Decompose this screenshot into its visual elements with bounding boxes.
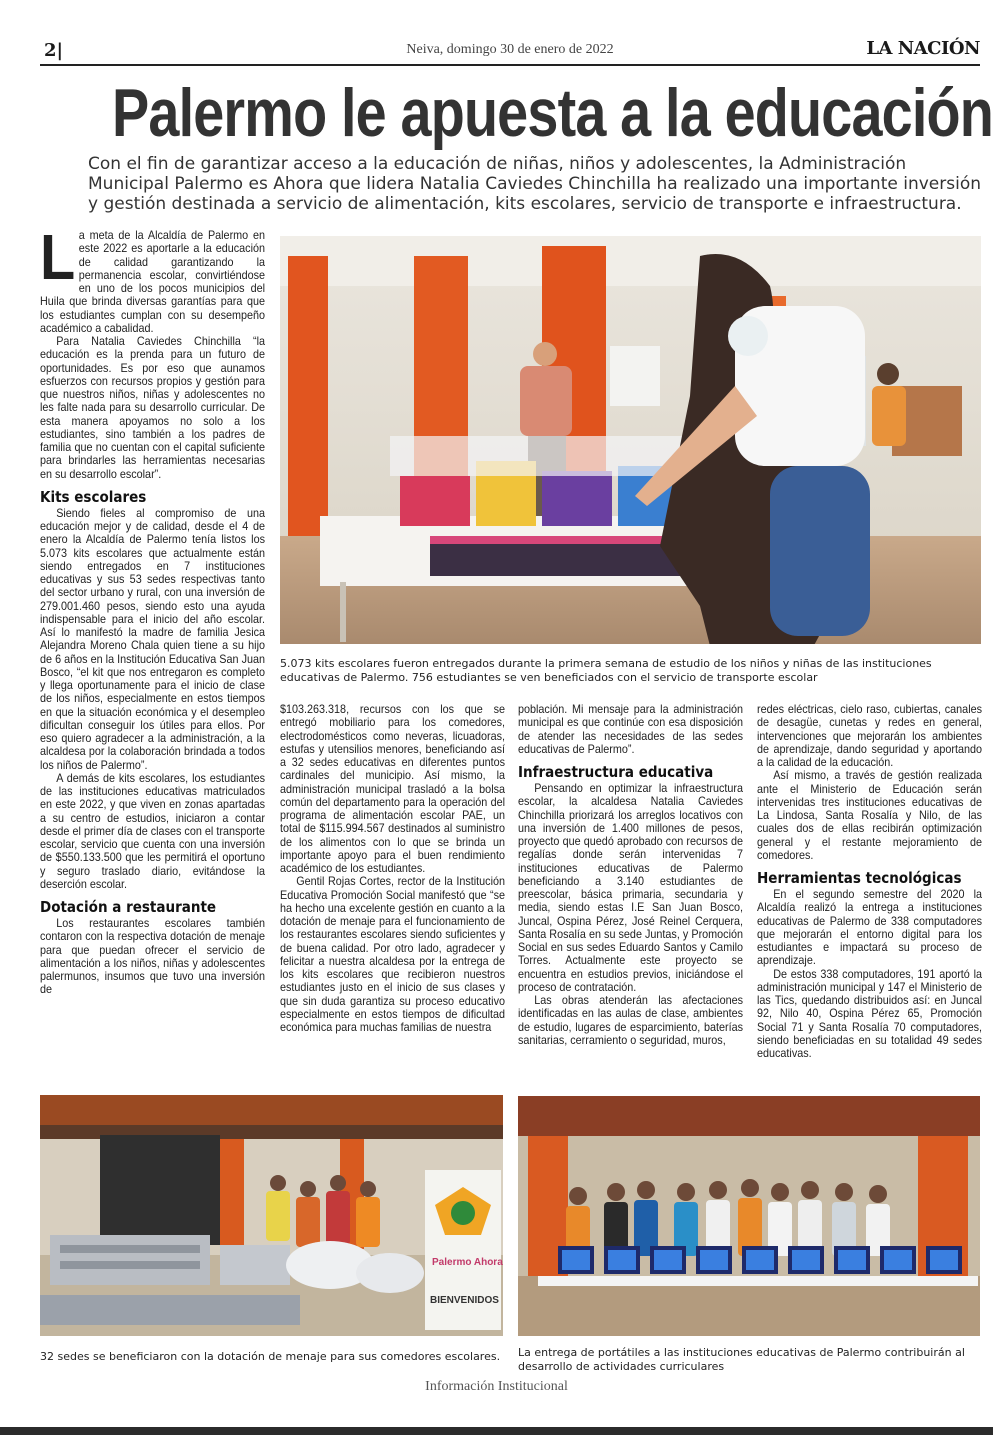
col1-paragraph-5: Los restaurantes escolares también contaron con la respectiva dotación de menaje para que puedan ofrecer el servicio de alimentación a los niños, niñas y adolescentes palermunos, insumos que tuvo una inversión de <box>40 916 265 997</box>
subhead-kits-escolares: Kits escolares <box>40 487 147 506</box>
headline: Palermo le apuesta a la educación <box>112 75 993 151</box>
banner-brand-text: Palermo Ahora <box>432 1257 503 1268</box>
col1-paragraph-3: Siendo fieles al compromiso de una educación mejor y de calidad, desde el 4 de enero la Alcaldía de Palermo tenía listos los 5.073 kits escolares que actualmente están siendo entregados en 7 instituciones educativas y sus 53 sedes respectivas tanto del sector urbano y rural, con una inversión de 279.001.460 pesos, siendo esto una ayuda indispensable para el inicio del año escolar. Así lo manifestó la madre de familia Jesica Alejandra Moreno Chala quien tiene a su hijo de 6 años en la Institución Educativa San Juan Bosco, “el kit que nos entregaron es completo y llega oportunamente para el inicio de clase de los niños, especialmente en estos tiempos en que la situación económica y el desempleo dificultan conseguir los útiles para ellos. Por eso quiero agradecer a la administración, a la alcaldesa por la colaboración brindada a todos los niños de Palermo”. <box>40 505 265 772</box>
article-column-1 <box>40 221 265 997</box>
footer-section-label: Información Institucional <box>425 1379 568 1394</box>
bottom-bar <box>0 1427 993 1435</box>
deck: Con el fin de garantizar acceso a la educación de niñas, niños y adolescentes, la Administración Municipal Palermo es Ahora que lidera Natalia Caviedes Chinchilla ha realizado una importante inversión y gestión destinada a servicio de alimentación, kits escolares, servicio de transporte e infraestructura. <box>88 154 981 214</box>
col2-paragraph-1: $103.263.318, recursos con los que se entregó mobiliario para los comedores, electrodomésticos como neveras, licuadoras, estufas y utensilios menores, beneficiando así a 32 sedes educativas en diferentes puntos cardinales del municipio. Así mismo, la administración municipal trasladó a la bolsa común del departamento para la operación del programa de alimentación escolar PAE, un total de $115.994.567 destinados al suministro de los alimentos con lo que se brinda un importante apoyo para el buen rendimiento académico de los estudiantes. <box>280 702 505 875</box>
col3-paragraph-1: población. Mi mensaje para la administración municipal es que continúe con esa disposición de atender las necesidades de las sedes educativas de Palermo”. <box>518 702 743 756</box>
col4-paragraph-2: Así mismo, a través de gestión realizada ante el Ministerio de Educación serán intervenidas tres instituciones educativas de La Lindosa, Santa Rosalía y Nilo, de las cuales dos de ellas recibirán optimización general y el restante mejoramiento de comedores. <box>757 768 982 862</box>
masthead-logo: LA NACIÓN <box>866 38 980 59</box>
main-photo <box>280 236 981 644</box>
drop-cap: L <box>40 221 76 293</box>
subhead-infraestructura: Infraestructura educativa <box>518 763 714 781</box>
laptops-photo-caption: La entrega de portátiles a las instituciones educativas de Palermo contribuirán al desarrollo de actividades curriculares <box>518 1346 965 1373</box>
issue-date: Neiva, domingo 30 de enero de 2022 <box>406 42 614 57</box>
page-header <box>40 38 980 64</box>
col2-paragraph-2: Gentil Rojas Cortes, rector de la Institución Educativa Promoción Social manifestó que “se ha hecho una excelente gestión en cuanto a la dotación de menaje para el funcionamiento de los restaurantes escolares siendo suficientes y de buena calidad. Por otro lado, agradecer y felicitar a nuestra alcaldesa por la entrega de los kits escolares que recibieron nuestros estudiantes justo en el inicio de sus clases y que sin duda garantiza su proceso educativo especialmente en estos tiempos de dificultad económica para muchas familias de nuestra <box>280 874 505 1034</box>
dining-equipment-photo <box>40 1095 503 1336</box>
article-column-2 <box>280 703 505 1034</box>
article-column-3 <box>518 703 743 1047</box>
main-photo-illustration <box>280 236 981 644</box>
laptops-photo-illustration <box>518 1096 980 1336</box>
col1-paragraph-4: A demás de kits escolares, los estudiantes de las instituciones educativas matriculados en este 2022, y que viven en zonas apartadas a su centro de estudios, iniciaron a contar desde el primer día de clases con el transporte escolar, servicio que cuenta con una inversión de $550.133.500 que les permitirá el oportuno y seguro traslado diario, evitándose la deserción escolar. <box>40 770 265 891</box>
col4-paragraph-3: En el segundo semestre del 2020 la Alcaldía realizó la entrega a instituciones educativas de Palermo de 338 computadores que mejorarán el entorno digital para los estudiantes e impactará su proceso de aprendizaje. <box>757 887 982 968</box>
col4-paragraph-1: redes eléctricas, cielo raso, cubiertas, canales de desagüe, cunetas y redes en general, intervenciones que mejorarán los ambientes de aprendizaje, dando seguridad y aportando a la calidad de la educación. <box>757 702 982 769</box>
col1-paragraph-2: Para Natalia Caviedes Chinchilla “la educación es la prenda para un futuro de oportunidades. Es por eso que aunamos esfuerzos con recursos propios y gestión para que nuestros niños, niñas y adolescentes no les falte nada para su desarrollo curricular. De esta manera apoyamos no solo a los estudiantes, sino también a los padres de familia que no cuentan con el capital suficiente para brindarles las herramientas necesarias en su desarrollo escolar”. <box>40 334 265 481</box>
dining-photo-caption: 32 sedes se beneficiaron con la dotación de menaje para sus comedores escolares. <box>40 1350 501 1363</box>
main-photo-caption: 5.073 kits escolares fueron entregados durante la primera semana de estudio de los niños y niñas de las instituciones educativas de Palermo. 756 estudiantes se ven beneficiados con el servicio de transporte escolar <box>280 657 932 684</box>
banner-welcome-text: BIENVENIDOS <box>430 1295 499 1306</box>
page-number: 2| <box>44 40 64 61</box>
subhead-dotacion-restaurante: Dotación a restaurante <box>40 898 217 916</box>
laptops-delivery-photo <box>518 1096 980 1336</box>
col1-paragraph-1: a meta de la Alcaldía de Palermo en este 2022 es aportarle a la educación de calidad garantizando la permanencia escolar, convirtiéndose en uno de los pocos municipios del Huila que brinda diversas garantías para que los estudiantes cumplan con su desempeño académico a cabalidad. <box>40 228 265 335</box>
article-column-4 <box>757 703 982 1060</box>
col3-paragraph-2: Pensando en optimizar la infraestructura escolar, la alcaldesa Natalia Caviedes Chinchilla priorizará los arreglos locativos con una inversión de 1.400 millones de pesos, proyecto que quedó aprobado con recursos de regalías donde serán intervenidas 7 instituciones educativas de Palermo beneficiando a 3.140 estudiantes de preescolar, básica primaria, secundaria y media, siendo estas I.E San Juan Bosco, Juncal, Ospina Pérez, José Reinel Cerquera, Santa Rosalía en su sede Juntas, y Promoción Social en sus sedes Eduardo Santos y Camilo Torres. Actualmente este proyecto se encuentra en estudios previos, iniciándose el proceso de contratación. <box>518 781 743 994</box>
dining-photo-illustration <box>40 1095 503 1336</box>
col4-paragraph-4: De estos 338 computadores, 191 aportó la administración municipal y 147 el Ministerio de las Tics, quedando distribuidos así: en Juncal 92, Nilo 40, Ospina Pérez 65, Promoción Social 71 y Santa Rosalía 70 computadores, siendo beneficiadas en su totalidad 49 sedes educativas. <box>757 966 982 1060</box>
subhead-herramientas: Herramientas tecnológicas <box>757 869 962 887</box>
header-rule <box>40 64 980 66</box>
col3-paragraph-3: Las obras atenderán las afectaciones identificadas en las aulas de clase, ambientes de estudio, lugares de esparcimiento, baterías sanitarias, cerramiento o seguridad, muros, <box>518 993 743 1047</box>
